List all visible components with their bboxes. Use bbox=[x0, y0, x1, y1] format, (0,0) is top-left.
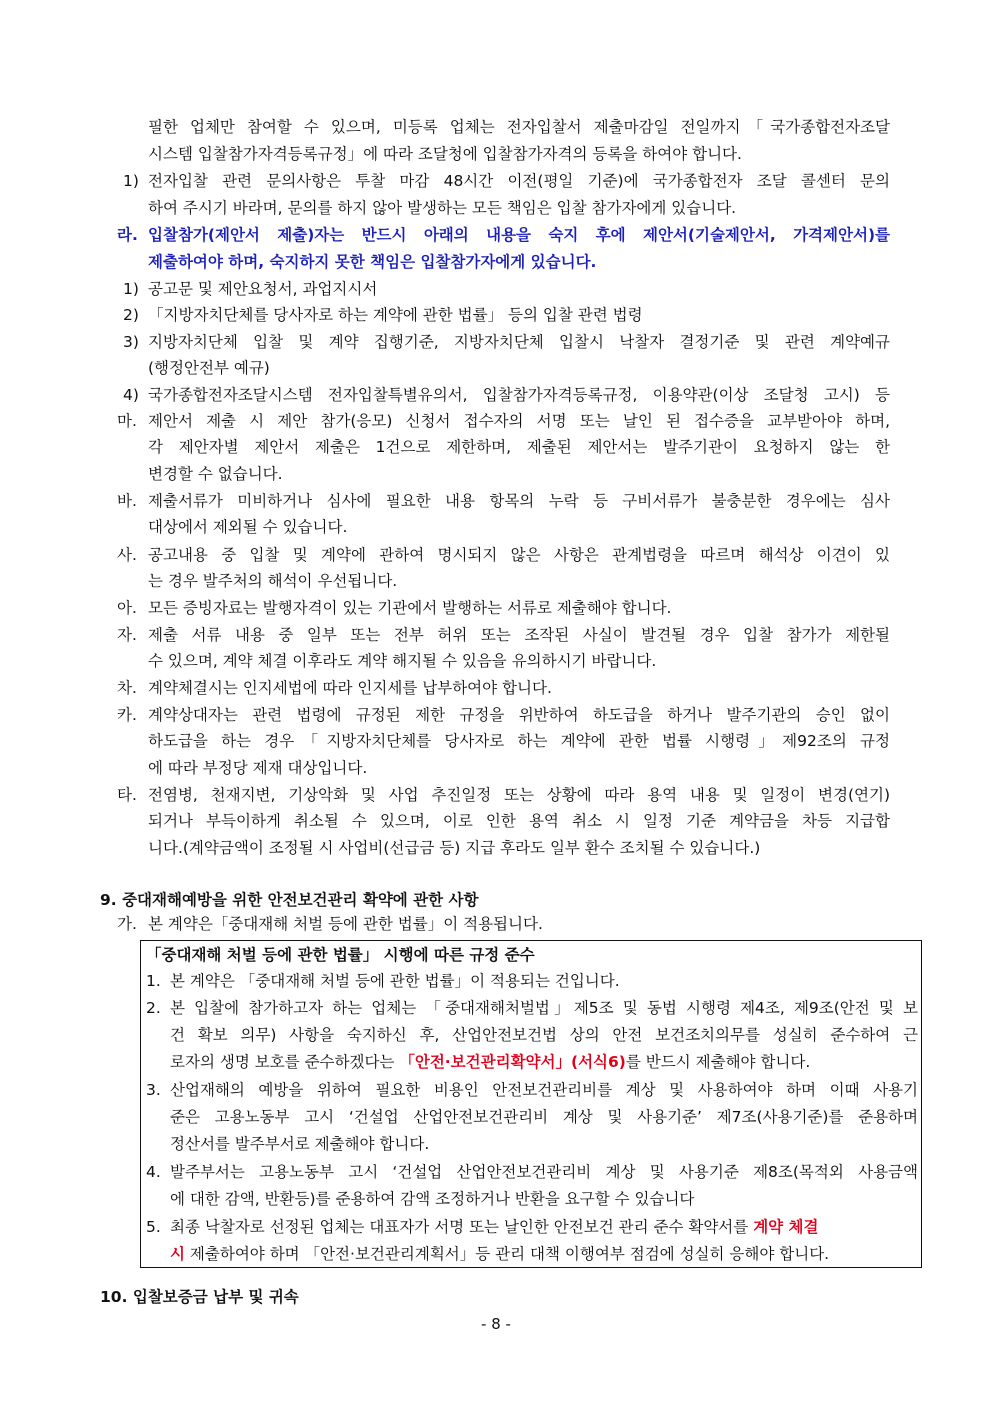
section-ba-line-1: 제출서류가 미비하거나 심사에 필요한 내용 항목의 누락 등 구비서류가 불충분한 경우에는 심사 bbox=[148, 492, 890, 510]
section-9-ga-text: 본 계약은「중대재해 처벌 등에 관한 법률」이 적용됩니다. bbox=[148, 915, 543, 933]
ra-sub-2-text: 「지방자치단체를 당사자로 하는 계약에 관한 법률」 등의 입찰 관련 법령 bbox=[148, 306, 643, 324]
section-ma-line-2: 각 제안자별 제안서 제출은 1건으로 제한하며, 제출된 제안서는 발주기관이 요청하지 않는 한 bbox=[148, 438, 890, 456]
section-ka-line-2: 하도급을 하는 경우「지방자치단체를 당사자로 하는 계약에 관한 법률 시행령」제92조의 규정 bbox=[148, 732, 890, 750]
section-ja-line-1: 제출 서류 내용 중 일부 또는 전부 허위 또는 조작된 사실이 발견될 경우 입찰 참가가 제한될 bbox=[148, 626, 890, 644]
box-item-2-line-3 bbox=[170, 1052, 810, 1072]
item-1-line-1: 전자입찰 관련 문의사항은 투찰 마감 48시간 이전(평일 기준)에 국가종합전자 조달 콜센터 문의 bbox=[148, 172, 890, 190]
section-ra-line-2: 제출하여야 하며, 숙지하지 못한 책임은 입찰참가자에게 있습니다. bbox=[148, 253, 597, 271]
box-item-5-line-2-text: 제출하여야 하며 「안전·보건관리계획서」등 관리 대책 이행여부 점검에 성실히 응해야 합니다. bbox=[184, 1245, 830, 1263]
box-item-4-line-2: 에 대한 감액, 반환등)를 준용하여 감액 조정하거나 반환을 요구할 수 있습니다 bbox=[170, 1190, 695, 1208]
section-ka-line-1: 계약상대자는 관련 법령에 규정된 제한 규정을 위반하여 하도급을 하거나 발주기관의 승인 없이 bbox=[148, 706, 890, 724]
ra-sub-3-marker: 3) bbox=[123, 333, 139, 351]
section-a-marker: 아. bbox=[117, 599, 137, 617]
section-a-line-1: 모든 증빙자료는 발행자격이 있는 기관에서 발행하는 서류로 제출해야 합니다. bbox=[148, 599, 672, 617]
section-cha-line-1: 계약체결시는 인지세법에 따라 인지세를 납부하여야 합니다. bbox=[148, 679, 552, 697]
ra-sub-1-text: 공고문 및 제안요청서, 과업지시서 bbox=[148, 280, 378, 298]
box-item-3-marker: 3. bbox=[146, 1081, 161, 1099]
section-ma-marker: 마. bbox=[117, 412, 137, 430]
contract-signing-highlight-end: 시 bbox=[170, 1245, 185, 1263]
section-ma-line-3: 변경할 수 없습니다. bbox=[148, 465, 283, 483]
section-ta-line-3: 니다.(계약금액이 조정될 시 사업비(선급금 등) 지급 후라도 일부 환수 조치될 수 있습니다.) bbox=[148, 839, 761, 857]
section-ja-line-2: 수 있으며, 계약 체결 이후라도 계약 해지될 수 있음을 유의하시기 바랍니다. bbox=[148, 652, 657, 670]
box-item-2-marker: 2. bbox=[146, 999, 161, 1017]
ra-sub-3-line-1: 지방자치단체 입찰 및 계약 집행기준, 지방자치단체 입찰시 낙찰자 결정기준 및 관련 계약예규 bbox=[148, 333, 890, 351]
section-9-title: 9. 중대재해예방을 위한 안전보건관리 확약에 관한 사항 bbox=[100, 891, 479, 909]
box-item-5-marker: 5. bbox=[146, 1218, 161, 1236]
box-item-2-line-3-text: 로자의 생명 보호를 준수하겠다는 bbox=[170, 1053, 400, 1071]
section-10-title: 10. 입찰보증금 납부 및 귀속 bbox=[100, 1288, 299, 1306]
section-sa-marker: 사. bbox=[117, 546, 137, 564]
box-item-5-line-1-text: 최종 낙찰자로 선정된 업체는 대표자가 서명 또는 날인한 안전보건 관리 준수 확약서를 bbox=[170, 1218, 754, 1236]
box-item-5-line-2 bbox=[170, 1244, 829, 1264]
section-ma-line-1: 제안서 제출 시 제안 참가(응모) 신청서 접수자의 서명 또는 날인 된 접수증을 교부받아야 하며, bbox=[148, 412, 890, 430]
ra-sub-2-marker: 2) bbox=[123, 306, 139, 324]
item-1-line-2: 하여 주시기 바라며, 문의를 하지 않아 발생하는 모든 책임은 입찰 참가자에게 있습니다. bbox=[148, 199, 737, 217]
box-item-4-line-1: 발주부서는 고용노동부 고시 ‘건설업 산업안전보건관리비 계상 및 사용기준 제8조(목적외 사용금액 bbox=[170, 1163, 918, 1181]
box-item-4-marker: 4. bbox=[146, 1163, 161, 1181]
ra-sub-1-marker: 1) bbox=[123, 280, 139, 298]
safety-pledge-form-highlight: 「안전·보건관리확약서」(서식6) bbox=[399, 1053, 626, 1071]
intro-line-2: 시스템 입찰참가자격등록규정」에 따라 조달청에 입찰참가자격의 등록을 하여야 합니다. bbox=[148, 145, 742, 163]
page-number: - 8 - bbox=[481, 1315, 511, 1333]
compliance-box-title: 「중대재해 처벌 등에 관한 법률」 시행에 따른 규정 준수 bbox=[146, 946, 535, 964]
section-ta-line-2: 되거나 부득이하게 취소될 수 있으며, 이로 인한 용역 취소 시 일정 기준 계약금을 차등 지급합 bbox=[148, 812, 890, 830]
box-item-1-text: 본 계약은 「중대재해 처벌 등에 관한 법률」이 적용되는 건입니다. bbox=[170, 972, 620, 990]
box-item-1-marker: 1. bbox=[146, 972, 161, 990]
section-ka-line-3: 에 따라 부정당 제재 대상입니다. bbox=[148, 759, 368, 777]
section-sa-line-2: 는 경우 발주처의 해석이 우선됩니다. bbox=[148, 572, 398, 590]
section-cha-marker: 차. bbox=[117, 679, 137, 697]
section-ba-line-2: 대상에서 제외될 수 있습니다. bbox=[148, 518, 348, 536]
section-ta-line-1: 전염병, 천재지변, 기상악화 및 사업 추진일정 또는 상황에 따라 용역 내용 및 일정이 변경(연기) bbox=[148, 786, 890, 804]
box-item-2-line-2: 건 확보 의무) 사항을 숙지하신 후, 산업안전보건법 상의 안전 보건조치의무를 성실히 준수하여 근 bbox=[170, 1026, 918, 1044]
section-9-ga-marker: 가. bbox=[117, 915, 137, 933]
box-item-3-line-2: 준은 고용노동부 고시 ‘건설업 산업안전보건관리비 계상 및 사용기준’ 제7조(사용기준)를 준용하며 bbox=[170, 1108, 918, 1126]
box-item-5-line-1 bbox=[170, 1217, 818, 1237]
box-item-2-line-3-end: 를 반드시 제출해야 합니다. bbox=[625, 1053, 811, 1071]
ra-sub-3-line-2: (행정안전부 예규) bbox=[148, 359, 270, 377]
section-ka-marker: 카. bbox=[117, 706, 137, 724]
item-1-marker: 1) bbox=[123, 172, 139, 190]
box-item-3-line-1: 산업재해의 예방을 위하여 필요한 비용인 안전보건관리비를 계상 및 사용하여야 하며 이때 사용기 bbox=[170, 1081, 918, 1099]
section-ra-marker: 라. bbox=[117, 226, 138, 244]
box-item-3-line-3: 정산서를 발주부서로 제출해야 합니다. bbox=[170, 1135, 430, 1153]
section-ta-marker: 타. bbox=[117, 786, 137, 804]
box-item-2-line-1: 본 입찰에 참가하고자 하는 업체는 「중대재해처벌법」제5조 및 동법 시행령 제4조, 제9조(안전 및 보 bbox=[170, 999, 918, 1017]
intro-line-1: 필한 업체만 참여할 수 있으며, 미등록 업체는 전자입찰서 제출마감일 전일까지「국가종합전자조달 bbox=[148, 118, 890, 136]
section-sa-line-1: 공고내용 중 입찰 및 계약에 관하여 명시되지 않은 사항은 관계법령을 따르며 해석상 이견이 있 bbox=[148, 546, 890, 564]
ra-sub-4-text: 국가종합전자조달시스템 전자입찰특별유의서, 입찰참가자격등록규정, 이용약관(이상 조달청 고시) 등 bbox=[148, 386, 890, 404]
ra-sub-4-marker: 4) bbox=[123, 386, 139, 404]
section-ra-line-1: 입찰참가(제안서 제출)자는 반드시 아래의 내용을 숙지 후에 제안서(기술제안서, 가격제안서)를 bbox=[148, 226, 890, 244]
contract-signing-highlight: 계약 체결 bbox=[753, 1218, 819, 1236]
section-ja-marker: 자. bbox=[117, 626, 137, 644]
section-ba-marker: 바. bbox=[117, 492, 137, 510]
